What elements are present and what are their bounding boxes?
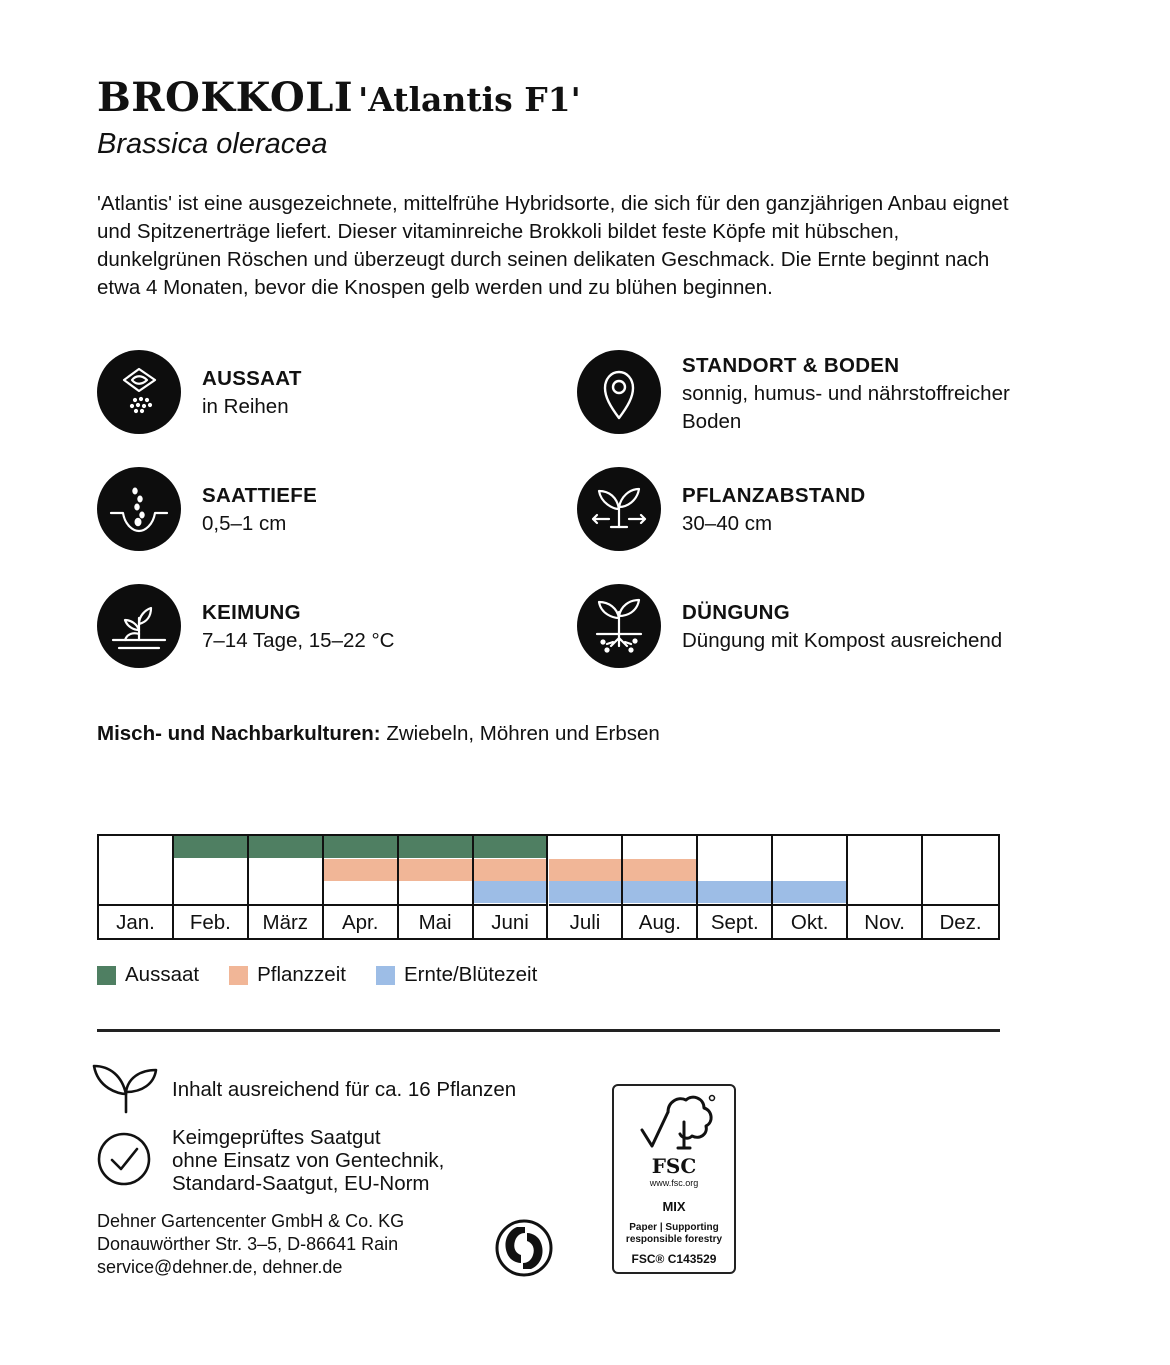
- calendar-month: [848, 836, 923, 938]
- plants-count: Inhalt ausreichend für ca. 16 Pflanzen: [172, 1078, 517, 1101]
- fsc-label: [612, 1084, 736, 1274]
- feature-value: in Reihen: [202, 395, 289, 418]
- bar-pflanzzeit: [549, 859, 622, 881]
- quality-line: ohne Einsatz von Gentechnik,: [172, 1149, 445, 1172]
- bar-aussaat: [174, 836, 247, 858]
- fsc-mark: FSC: [651, 1154, 697, 1178]
- company-contact: service@dehner.de, dehner.de: [97, 1257, 343, 1277]
- seed-packet-icon: [97, 350, 181, 434]
- bar-aussaat: [324, 836, 397, 858]
- bar-pflanzzeit: [399, 859, 472, 881]
- calendar-month: [623, 836, 698, 938]
- company-street: Donauwörther Str. 3–5, D-86641 Rain: [97, 1234, 399, 1254]
- latin-name: Brassica oleracea: [97, 128, 328, 160]
- green-dot-icon: [495, 1219, 553, 1282]
- legend-label: Aussaat: [125, 963, 200, 986]
- bar-pflanzzeit: [324, 859, 397, 881]
- feature-keimung: [97, 584, 394, 668]
- product-name: BROKKOLI: [97, 74, 354, 121]
- legend-swatch-pflanzzeit: [229, 966, 248, 985]
- companion-value: Zwiebeln, Möhren und Erbsen: [386, 722, 660, 745]
- product-description: 'Atlantis' ist eine ausgezeichnete, mittelfrühe Hybridsorte, die sich für den ganzjährigen Anbau eignet und Spitzenerträge liefert. Dieser vitaminreiche Brokkoli bildet feste Köpfe mit hübschen, dunkelgrünen Röschen und überzeugt durch seinen delikaten Geschmack. Die Ernte beginnt nach etwa 4 Monaten, bevor die Knospen gelb werden und zu blühen beginnen.: [97, 192, 1009, 299]
- feature-label: AUSSAAT: [202, 367, 302, 390]
- companion-plants: [97, 722, 660, 746]
- variety-name: 'Atlantis F1': [358, 80, 581, 119]
- feature-duengung: [577, 584, 1002, 668]
- feature-label: PFLANZABSTAND: [682, 484, 866, 507]
- feature-label: STANDORT & BODEN: [682, 354, 900, 377]
- bar-ernte: [698, 881, 771, 903]
- feature-saattiefe: [97, 467, 317, 551]
- quality-line: Keimgeprüftes Saatgut: [172, 1126, 381, 1149]
- month-label: März: [249, 904, 322, 940]
- bar-pflanzzeit: [474, 859, 547, 881]
- calendar-month: [324, 836, 399, 938]
- company-name: Dehner Gartencenter GmbH & Co. KG: [97, 1211, 405, 1231]
- calendar-month: [399, 836, 474, 938]
- legend-label: Ernte/Blütezeit: [403, 963, 538, 986]
- bar-aussaat: [399, 836, 472, 858]
- calendar-month: [249, 836, 324, 938]
- quality-info: [172, 1126, 444, 1195]
- fsc-paper-line: responsible forestry: [625, 1234, 723, 1245]
- month-label: Sept.: [698, 904, 771, 940]
- month-label: Juli: [549, 904, 622, 940]
- company-address: [97, 1210, 404, 1279]
- fsc-paper: [614, 1222, 734, 1246]
- companion-label: Misch- und Nachbarkulturen:: [97, 722, 381, 745]
- month-label: Dez.: [923, 904, 998, 940]
- legend-label: Pflanzzeit: [257, 963, 346, 986]
- bar-pflanzzeit: [623, 859, 696, 881]
- planting-calendar: [97, 834, 1000, 940]
- plant-roots-icon: [577, 584, 661, 668]
- plant-spacing-icon: [577, 467, 661, 551]
- feature-pflanzabstand: [577, 467, 865, 551]
- month-label: Okt.: [773, 904, 846, 940]
- calendar-month: [474, 836, 549, 938]
- legend-ernte: [376, 963, 537, 987]
- bar-ernte: [549, 881, 622, 903]
- product-title: [97, 74, 581, 121]
- legend-swatch-ernte: [376, 966, 395, 985]
- feature-value: 30–40 cm: [682, 512, 773, 535]
- bar-aussaat: [474, 836, 547, 858]
- legend-aussaat: [97, 963, 199, 987]
- fsc-url: www.fsc.org: [649, 1178, 699, 1188]
- feature-value: 7–14 Tage, 15–22 °C: [202, 629, 395, 652]
- check-circle-icon: [96, 1131, 152, 1192]
- legend-pflanzzeit: [229, 963, 346, 987]
- month-label: Nov.: [848, 904, 921, 940]
- calendar-month: [698, 836, 773, 938]
- month-label: Apr.: [324, 904, 397, 940]
- bar-aussaat: [249, 836, 322, 858]
- calendar-month: [773, 836, 848, 938]
- legend-swatch-aussaat: [97, 966, 116, 985]
- feature-value: Düngung mit Kompost ausreichend: [682, 629, 1003, 652]
- feature-label: DÜNGUNG: [682, 601, 791, 624]
- feature-standort: [577, 350, 1042, 436]
- seed-depth-icon: [97, 467, 181, 551]
- month-label: Jan.: [99, 904, 172, 940]
- calendar-month: [174, 836, 249, 938]
- month-label: Mai: [399, 904, 472, 940]
- sprout-icon: [97, 584, 181, 668]
- fsc-code: FSC® C143529: [631, 1252, 717, 1266]
- feature-label: KEIMUNG: [202, 601, 301, 624]
- fsc-tree-icon: [638, 1092, 716, 1154]
- calendar-month: [923, 836, 998, 938]
- month-label: Aug.: [623, 904, 696, 940]
- feature-label: SAATTIEFE: [202, 484, 318, 507]
- divider: [97, 1029, 1000, 1032]
- feature-aussaat: [97, 350, 302, 434]
- location-pin-icon: [577, 350, 661, 434]
- bar-ernte: [623, 881, 696, 903]
- calendar-legend: [97, 963, 567, 987]
- calendar-month: [99, 836, 174, 938]
- month-label: Feb.: [174, 904, 247, 940]
- feature-value: 0,5–1 cm: [202, 512, 287, 535]
- month-label: Juni: [474, 904, 547, 940]
- fsc-mix: MIX: [662, 1199, 686, 1214]
- calendar-month: [549, 836, 624, 938]
- leaf-icon: [92, 1062, 160, 1119]
- fsc-paper-line: Paper | Supporting: [629, 1222, 719, 1233]
- feature-value: sonnig, humus- und nährstoffreicher Boden: [682, 382, 1010, 433]
- bar-ernte: [773, 881, 846, 903]
- bar-ernte: [474, 881, 547, 903]
- quality-line: Standard-Saatgut, EU-Norm: [172, 1172, 430, 1195]
